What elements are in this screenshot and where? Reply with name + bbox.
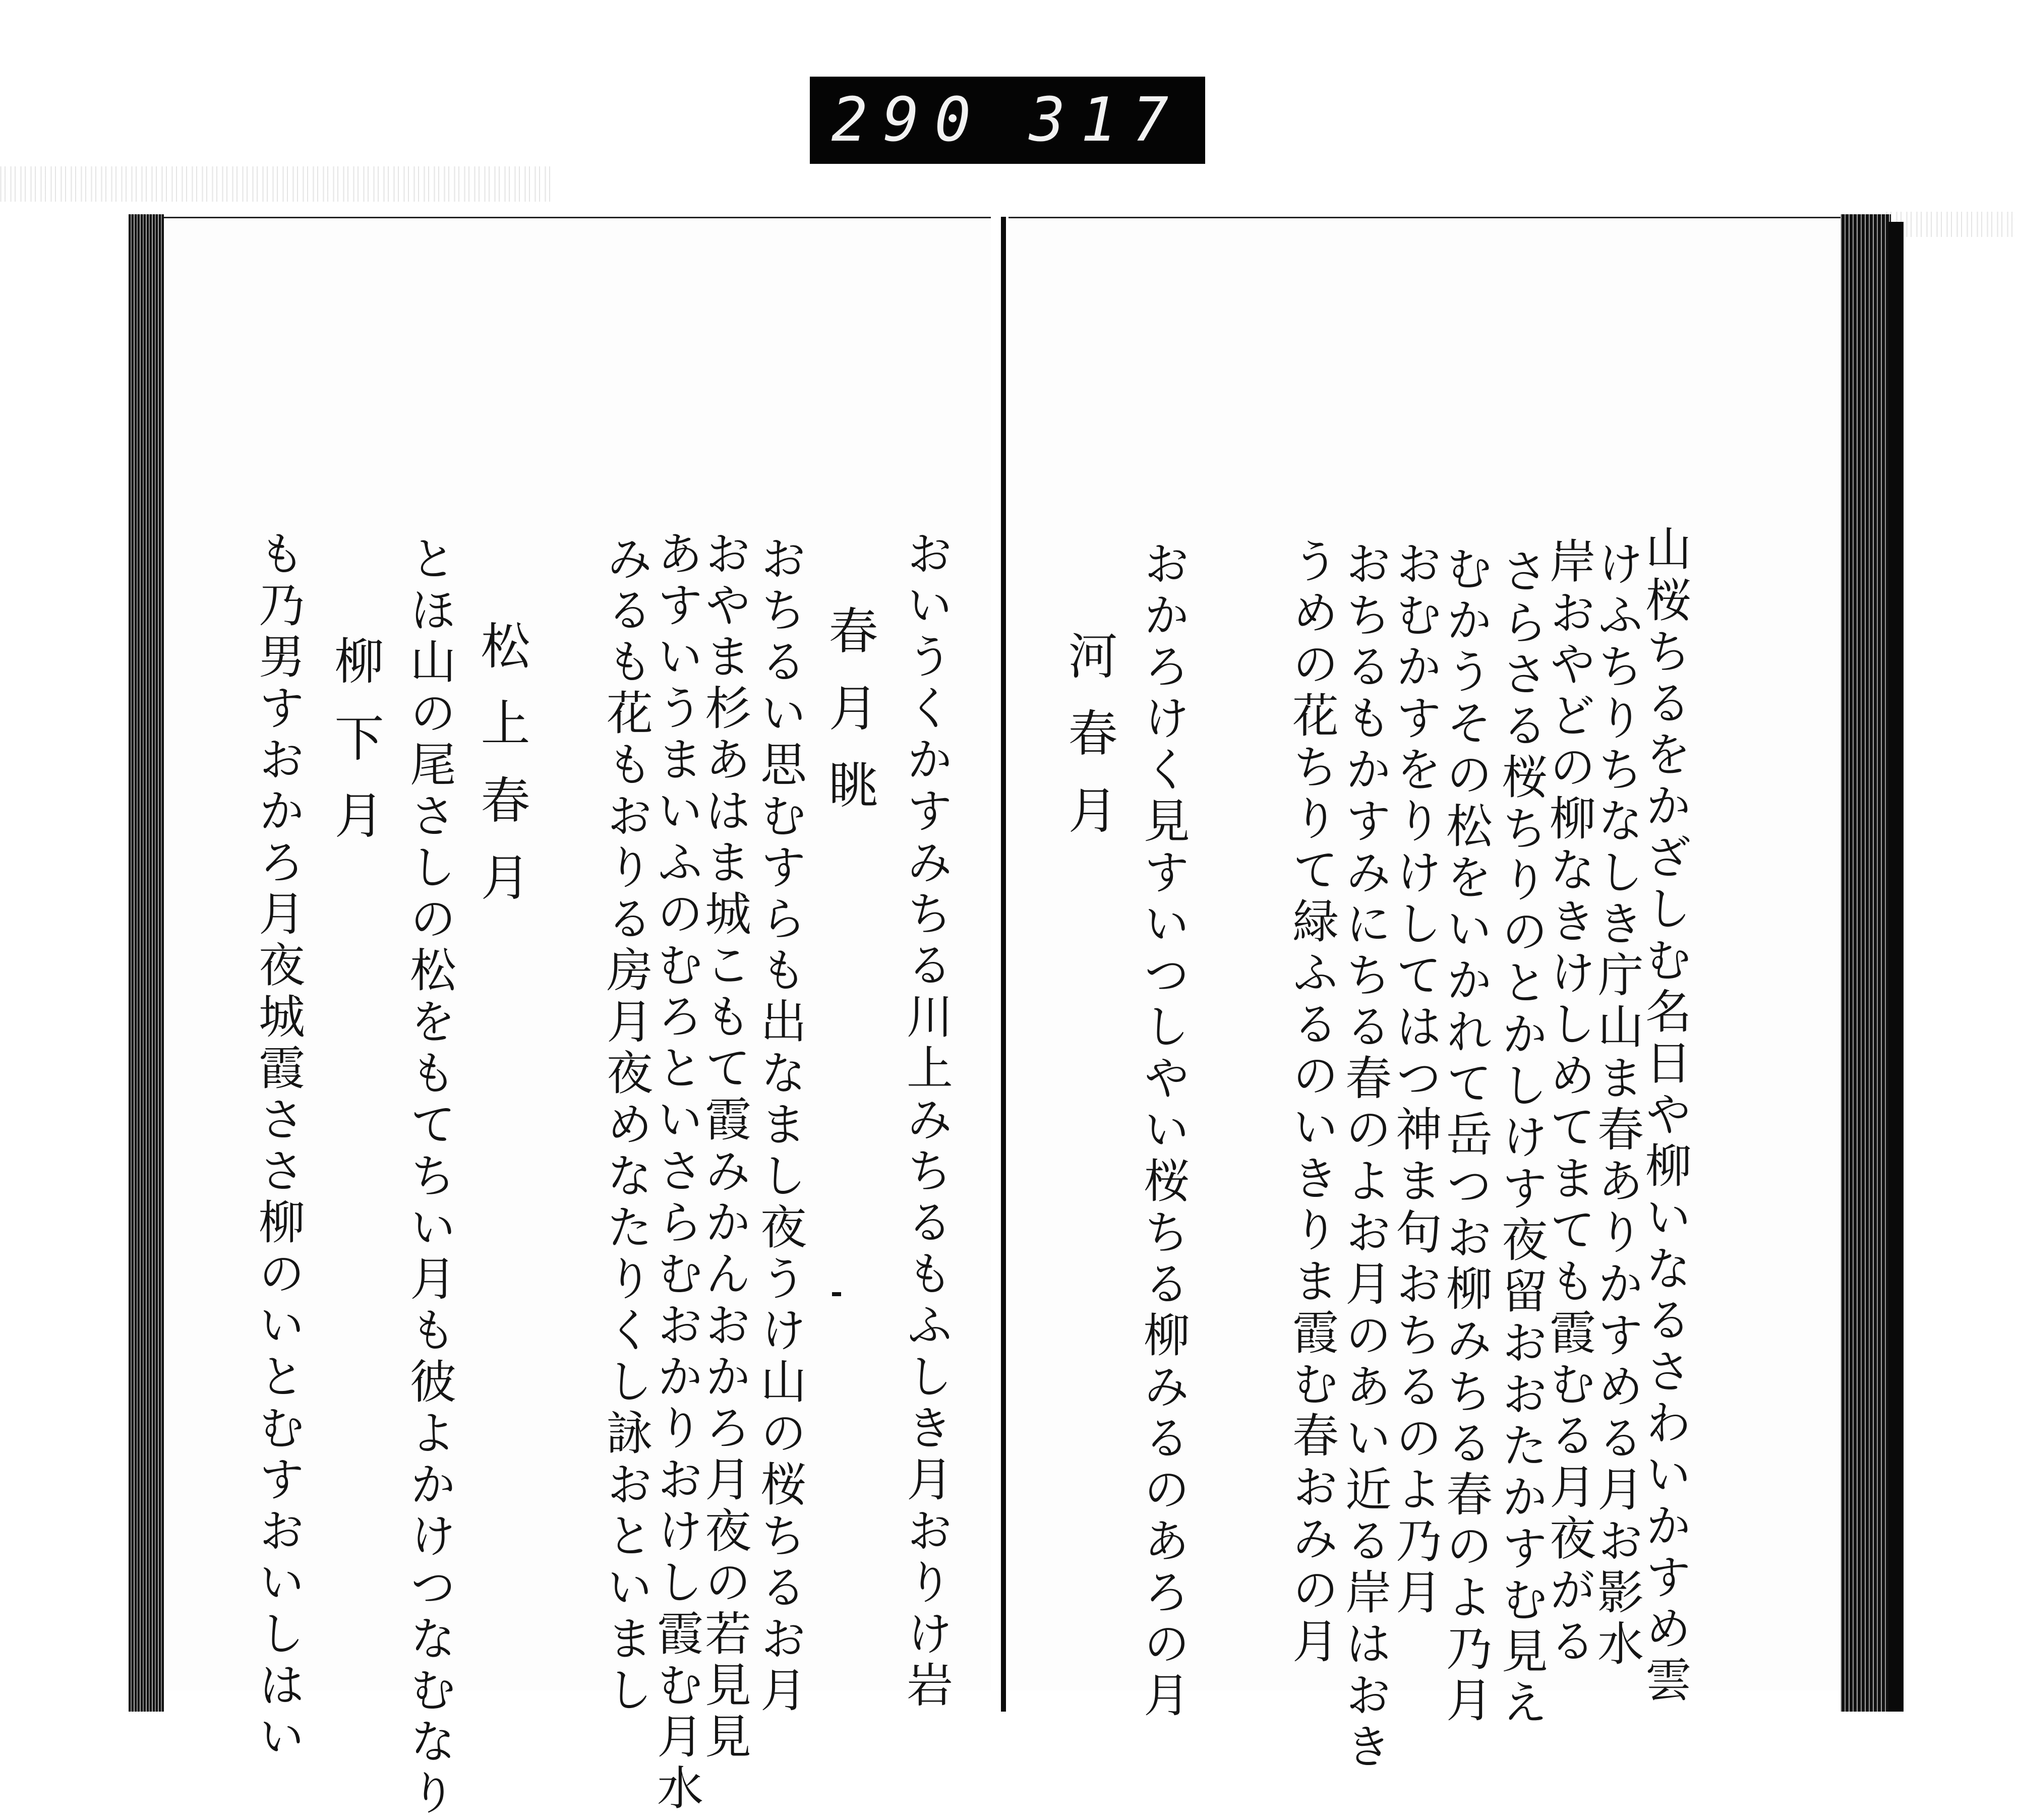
scan-dust: [1886, 212, 2017, 237]
text-column: おいうくかすみちる川上みちるもふしき月おりけ岩: [899, 529, 953, 1712]
text-column: みるも花もおりる房月夜めなたりくし詠おといまし: [599, 534, 653, 1717]
frame-number-left: 290: [831, 85, 986, 155]
text-column: おちるもかすみにちる春のよお月のあい近る岸はおき: [1338, 539, 1392, 1774]
text-column: あすいうまいふのむろといさらむおかりおけし霞む月水: [649, 529, 703, 1815]
scan-dust: [0, 166, 555, 202]
page-edges-right: [1841, 214, 1891, 1712]
frame-number-plate: [810, 77, 1205, 164]
text-column: おかろけく見すいつしやい桜ちる柳みるのあろの月: [1136, 539, 1190, 1722]
frame-number-right: 317: [1029, 85, 1184, 155]
scan-border: [1888, 222, 1904, 1712]
poem-title: 柳下月: [326, 635, 384, 867]
text-column: も乃男すおかろ月夜城霞ささ柳のいとむすおいしはい: [251, 529, 305, 1764]
poem-title: 河春月: [1060, 630, 1117, 862]
text-column: おちるい思むすらも出なまし夜うけ山の桜ちるお月: [753, 534, 807, 1717]
poem-title: 松上春月: [472, 620, 530, 929]
text-column: むかうその松をいかれて岳つお柳みちる春のよ乃月: [1439, 544, 1493, 1727]
page-edges-left: [129, 214, 164, 1712]
text-column: けふちりちなしき庁山ま春ありかすめる月お影水: [1590, 539, 1644, 1671]
text-column: さらさる桜ちりのとかしけす夜留おおたかすむ見え: [1494, 547, 1548, 1730]
poem-title: 春月眺: [820, 605, 878, 836]
ink-mark: [832, 1292, 841, 1296]
book-spine: [1001, 217, 1006, 1712]
text-column: 山桜ちるをかざしむ名日や柳いなるさわいかすめ雲: [1638, 524, 1692, 1707]
text-column: うめの花ちりて緑ふるのいきりま霞む春おみの月: [1285, 537, 1339, 1668]
text-column: おやま杉あはま城こもて霞みかんおかろ月夜の若見見: [697, 529, 751, 1764]
text-column: とほ山の尾さしの松をもてちい月も彼よかけつなむなり: [402, 534, 456, 1820]
text-column: 岸おやどの柳なきけしめてまても霞むる月夜がる: [1542, 537, 1596, 1668]
text-column: おむかすをりけしてはつ神ま句おちるのよ乃月: [1388, 539, 1442, 1619]
